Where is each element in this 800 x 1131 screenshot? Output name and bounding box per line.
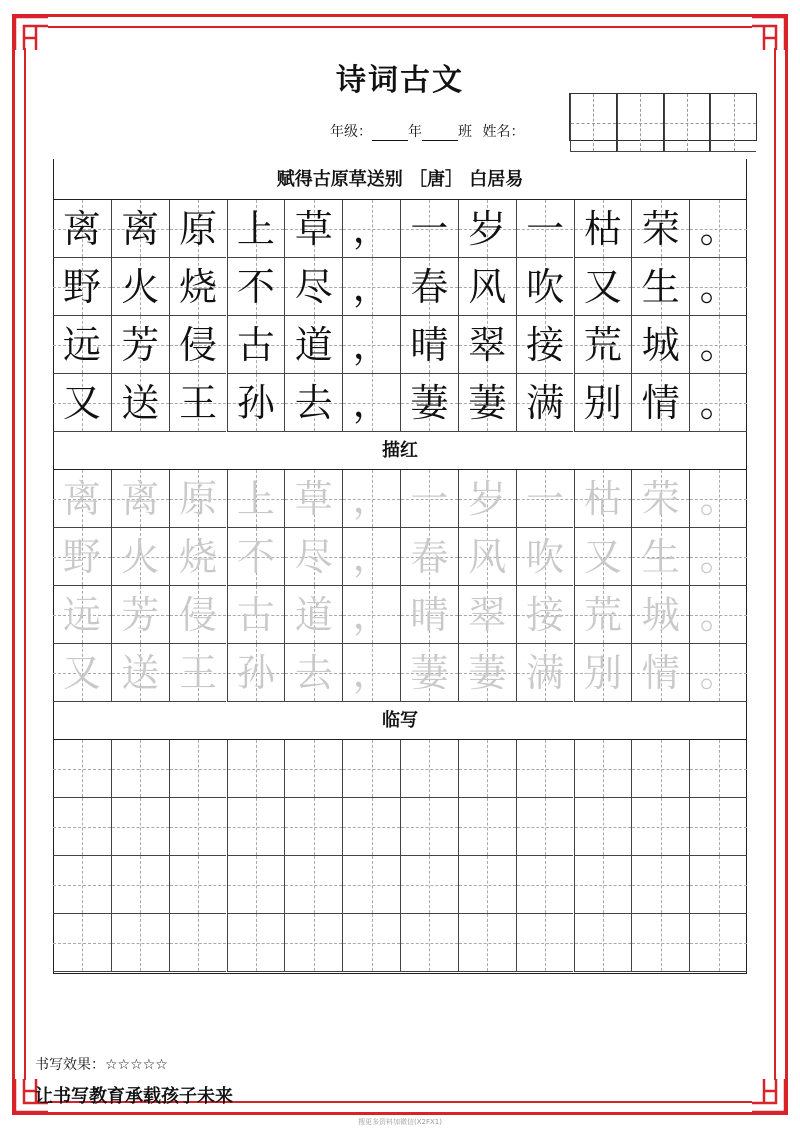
- trace-character: 翠: [468, 592, 507, 637]
- poem-character: 荣: [641, 206, 680, 251]
- copy-cell[interactable]: [169, 914, 227, 972]
- poem-cell: [227, 200, 285, 258]
- rating-label: 书写效果：: [35, 1057, 105, 1073]
- poem-character: 枯: [583, 206, 622, 251]
- copy-row: [53, 914, 747, 972]
- poem-cell: [342, 316, 400, 374]
- trace-cell: [169, 470, 227, 528]
- copy-cell[interactable]: [458, 798, 516, 856]
- poem-character: 原: [179, 206, 218, 251]
- poem-character: 岁: [468, 206, 507, 251]
- poem-cell: [169, 200, 227, 258]
- trace-character: 王: [179, 650, 218, 695]
- trace-cell: [400, 470, 458, 528]
- trace-cell: [689, 644, 747, 702]
- poem-character: 情: [641, 380, 680, 425]
- trace-cell: [516, 586, 574, 644]
- page-title: 诗词古文: [336, 63, 464, 98]
- copy-cell[interactable]: [111, 740, 169, 798]
- trace-cell: [574, 470, 632, 528]
- trace-cell: [342, 528, 400, 586]
- trace-character: 春: [410, 534, 449, 579]
- copy-cell[interactable]: [169, 740, 227, 798]
- poem-cell: [53, 200, 111, 258]
- poem-cell: [53, 374, 111, 432]
- copy-cell[interactable]: [631, 740, 689, 798]
- trace-character: 萋: [410, 650, 449, 695]
- trace-cell: [400, 528, 458, 586]
- trace-character: 一: [410, 476, 449, 521]
- poem-character: 古: [236, 322, 275, 367]
- trace-character: 情: [641, 650, 680, 695]
- poem-cell: [516, 200, 574, 258]
- poem-character: 不: [236, 264, 275, 309]
- poem-character: 晴: [410, 322, 449, 367]
- poem-character: ，: [352, 264, 391, 309]
- trace-cell: [689, 586, 747, 644]
- poem-character: 别: [583, 380, 622, 425]
- copy-cell[interactable]: [284, 856, 342, 914]
- copy-cell[interactable]: [631, 856, 689, 914]
- poem-cell: [284, 200, 342, 258]
- poem-cell: [689, 200, 747, 258]
- trace-character: 生: [641, 534, 680, 579]
- poem-character: 接: [526, 322, 565, 367]
- trace-character: 。: [699, 592, 738, 637]
- poem-character: 草: [294, 206, 333, 251]
- class-blank[interactable]: [422, 126, 458, 141]
- corner-ornament-top-right: [748, 14, 788, 54]
- trace-character: 荒: [583, 592, 622, 637]
- poem-cell: [111, 316, 169, 374]
- poem-row: [53, 374, 747, 432]
- tracing-heading: 描红: [53, 432, 747, 470]
- trace-cell: [400, 644, 458, 702]
- copy-cell[interactable]: [284, 798, 342, 856]
- poem-character: 野: [62, 264, 101, 309]
- trace-cell: [574, 644, 632, 702]
- trace-cell: [227, 528, 285, 586]
- poem-cell: [53, 258, 111, 316]
- trace-cell: [516, 470, 574, 528]
- trace-cell: [227, 644, 285, 702]
- trace-character: 吹: [526, 534, 565, 579]
- copy-cell[interactable]: [516, 740, 574, 798]
- poem-character: 萋: [468, 380, 507, 425]
- trace-character: 芳: [121, 592, 160, 637]
- poem-character: 城: [641, 322, 680, 367]
- poem-cell: [400, 374, 458, 432]
- poem-character: 。: [699, 380, 738, 425]
- poem-cell: [516, 258, 574, 316]
- trace-character: 火: [121, 534, 160, 579]
- trace-character: 一: [526, 476, 565, 521]
- copy-cell[interactable]: [342, 740, 400, 798]
- trace-row: [53, 470, 747, 528]
- poem-cell: [400, 258, 458, 316]
- trace-cell: [400, 586, 458, 644]
- trace-cell: [284, 586, 342, 644]
- trace-cell: [458, 528, 516, 586]
- poem-character: 孙: [236, 380, 275, 425]
- trace-cell: [284, 528, 342, 586]
- trace-cell: [631, 528, 689, 586]
- trace-character: 烧: [179, 534, 218, 579]
- poem-cell: [516, 374, 574, 432]
- trace-character: 别: [583, 650, 622, 695]
- poem-cell: [342, 200, 400, 258]
- trace-character: 离: [62, 476, 101, 521]
- copy-cell[interactable]: [516, 856, 574, 914]
- poem-cell: [284, 374, 342, 432]
- corner-ornament-top-left: [12, 14, 52, 54]
- poem-cell: [227, 316, 285, 374]
- trace-cell: [53, 528, 111, 586]
- trace-character: 接: [526, 592, 565, 637]
- copy-cell[interactable]: [53, 856, 111, 914]
- poem-cell: [400, 200, 458, 258]
- trace-character: 尽: [294, 534, 333, 579]
- poem-character: 生: [641, 264, 680, 309]
- poem-cell: [111, 374, 169, 432]
- trace-character: 上: [236, 476, 275, 521]
- poem-character: ，: [352, 322, 391, 367]
- trace-cell: [689, 528, 747, 586]
- poem-character: ，: [352, 206, 391, 251]
- trace-character: 古: [236, 592, 275, 637]
- trace-character: 原: [179, 476, 218, 521]
- trace-character: 风: [468, 534, 507, 579]
- trace-character: 岁: [468, 476, 507, 521]
- poem-character: 春: [410, 264, 449, 309]
- trace-character: 。: [699, 650, 738, 695]
- poem-row: [53, 258, 747, 316]
- trace-character: ，: [352, 476, 391, 521]
- trace-character: ，: [352, 650, 391, 695]
- copy-cell[interactable]: [631, 798, 689, 856]
- trace-row: [53, 528, 747, 586]
- poem-character: ，: [352, 380, 391, 425]
- trace-cell: [631, 644, 689, 702]
- copy-cell[interactable]: [458, 856, 516, 914]
- trace-cell: [516, 644, 574, 702]
- poem-cell: [631, 316, 689, 374]
- trace-cell: [458, 586, 516, 644]
- poem-character: 。: [699, 322, 738, 367]
- trace-cell: [53, 644, 111, 702]
- trace-cell: [574, 586, 632, 644]
- copy-cell[interactable]: [53, 740, 111, 798]
- trace-cell: [169, 644, 227, 702]
- copy-cell[interactable]: [458, 914, 516, 972]
- watermark: 搜更多资料加微信(X2FX1): [358, 1118, 442, 1126]
- trace-cell: [227, 586, 285, 644]
- poem-character: 又: [583, 264, 622, 309]
- trace-character: 草: [294, 476, 333, 521]
- poem-cell: [342, 374, 400, 432]
- trace-character: 荣: [641, 476, 680, 521]
- trace-cell: [169, 528, 227, 586]
- poem-cell: [458, 258, 516, 316]
- poem-cell: [516, 316, 574, 374]
- poem-character: 风: [468, 264, 507, 309]
- poem-cell: [631, 258, 689, 316]
- poem-character: 一: [526, 206, 565, 251]
- poem-cell: [342, 258, 400, 316]
- copy-row: [53, 740, 747, 798]
- trace-cell: [111, 586, 169, 644]
- poem-cell: [284, 258, 342, 316]
- trace-cell: [284, 470, 342, 528]
- slogan: 让书写教育承载孩子未来: [35, 1086, 233, 1107]
- poem-character: 烧: [179, 264, 218, 309]
- poem-character: 上: [236, 206, 275, 251]
- copy-cell[interactable]: [169, 856, 227, 914]
- rating-stars[interactable]: ☆☆☆☆☆: [105, 1057, 168, 1073]
- copy-cell[interactable]: [227, 856, 285, 914]
- trace-character: 侵: [179, 592, 218, 637]
- trace-character: ，: [352, 534, 391, 579]
- poem-row: [53, 200, 747, 258]
- copy-cell[interactable]: [689, 740, 747, 798]
- copy-cell[interactable]: [400, 798, 458, 856]
- trace-cell: [631, 470, 689, 528]
- poem-character: 离: [121, 206, 160, 251]
- poem-cell: [689, 316, 747, 374]
- copying-heading: 临写: [53, 702, 747, 740]
- poem-character: 尽: [294, 264, 333, 309]
- poem-cell: [111, 258, 169, 316]
- grade-label: 年级：: [330, 124, 372, 140]
- poem-cell: [689, 374, 747, 432]
- copy-cell[interactable]: [458, 740, 516, 798]
- trace-character: 去: [294, 650, 333, 695]
- trace-row: [53, 644, 747, 702]
- poem-cell: [458, 316, 516, 374]
- copy-cell[interactable]: [400, 740, 458, 798]
- copy-cell[interactable]: [400, 856, 458, 914]
- copy-cell[interactable]: [53, 914, 111, 972]
- copy-row: [53, 798, 747, 856]
- poem-cell: [111, 200, 169, 258]
- trace-character: 枯: [583, 476, 622, 521]
- trace-cell: [111, 528, 169, 586]
- trace-cell: [342, 586, 400, 644]
- trace-cell: [111, 470, 169, 528]
- poem-cell: [400, 316, 458, 374]
- poem-character: 去: [294, 380, 333, 425]
- trace-cell: [458, 644, 516, 702]
- trace-character: 送: [121, 650, 160, 695]
- name-box[interactable]: [569, 93, 757, 141]
- copy-cell[interactable]: [284, 740, 342, 798]
- trace-character: 不: [236, 534, 275, 579]
- trace-cell: [458, 470, 516, 528]
- trace-cell: [227, 470, 285, 528]
- year-label: 年: [408, 124, 422, 140]
- trace-character: 城: [641, 592, 680, 637]
- poem-character: 满: [526, 380, 565, 425]
- trace-character: 。: [699, 476, 738, 521]
- copy-cell[interactable]: [574, 856, 632, 914]
- trace-character: 孙: [236, 650, 275, 695]
- trace-character: 野: [62, 534, 101, 579]
- trace-cell: [53, 586, 111, 644]
- poem-cell: [458, 374, 516, 432]
- poem-cell: [169, 258, 227, 316]
- copy-cell[interactable]: [689, 914, 747, 972]
- copy-cell[interactable]: [574, 798, 632, 856]
- poem-cell: [574, 200, 632, 258]
- copy-cell[interactable]: [342, 914, 400, 972]
- copy-cell[interactable]: [284, 914, 342, 972]
- poem-character: 道: [294, 322, 333, 367]
- trace-cell: [342, 470, 400, 528]
- poem-character: 送: [121, 380, 160, 425]
- poem-character: 侵: [179, 322, 218, 367]
- trace-cell: [689, 470, 747, 528]
- trace-cell: [111, 644, 169, 702]
- trace-row: [53, 586, 747, 644]
- poem-cell: [458, 200, 516, 258]
- poem-character: 离: [62, 206, 101, 251]
- poem-cell: [631, 374, 689, 432]
- copy-cell[interactable]: [574, 740, 632, 798]
- poem-character: 王: [179, 380, 218, 425]
- poem-character: 一: [410, 206, 449, 251]
- copy-cell[interactable]: [227, 740, 285, 798]
- poem-cell: [689, 258, 747, 316]
- poem-row: [53, 316, 747, 374]
- poem-cell: [53, 316, 111, 374]
- trace-character: 离: [121, 476, 160, 521]
- copy-cell[interactable]: [111, 798, 169, 856]
- trace-cell: [342, 644, 400, 702]
- poem-character: 荒: [583, 322, 622, 367]
- trace-cell: [574, 528, 632, 586]
- trace-character: 远: [62, 592, 101, 637]
- poem-character: 吹: [526, 264, 565, 309]
- copy-cell[interactable]: [111, 914, 169, 972]
- copy-cell[interactable]: [169, 798, 227, 856]
- poem-character: 芳: [121, 322, 160, 367]
- trace-cell: [516, 528, 574, 586]
- poem-cell: [574, 316, 632, 374]
- trace-cell: [284, 644, 342, 702]
- poem-heading: 赋得古原草送别 ［唐］ 白居易: [53, 159, 747, 200]
- copy-cell[interactable]: [342, 856, 400, 914]
- poem-cell: [169, 316, 227, 374]
- copy-cell[interactable]: [400, 914, 458, 972]
- copy-cell[interactable]: [111, 856, 169, 914]
- trace-character: 又: [583, 534, 622, 579]
- trace-cell: [631, 586, 689, 644]
- student-info: [330, 121, 524, 141]
- copy-cell[interactable]: [689, 798, 747, 856]
- grade-blank[interactable]: [372, 126, 408, 141]
- poem-cell: [574, 258, 632, 316]
- trace-character: 又: [62, 650, 101, 695]
- poem-cell: [169, 374, 227, 432]
- name-label: 姓名：: [482, 124, 525, 140]
- class-label: 班: [458, 124, 472, 140]
- trace-cell: [169, 586, 227, 644]
- copy-cell[interactable]: [342, 798, 400, 856]
- poem-cell: [227, 258, 285, 316]
- poem-character: 。: [699, 264, 738, 309]
- corner-ornament-bottom-right: [748, 1075, 788, 1115]
- copy-row: [53, 856, 747, 914]
- poem-cell: [227, 374, 285, 432]
- copy-cell[interactable]: [516, 914, 574, 972]
- poem-cell: [284, 316, 342, 374]
- rating: [35, 1054, 168, 1074]
- trace-character: 萋: [468, 650, 507, 695]
- poem-character: 又: [62, 380, 101, 425]
- poem-cell: [574, 374, 632, 432]
- copy-cell[interactable]: [53, 798, 111, 856]
- trace-character: 道: [294, 592, 333, 637]
- copy-cell[interactable]: [227, 798, 285, 856]
- trace-character: 满: [526, 650, 565, 695]
- copy-cell[interactable]: [689, 856, 747, 914]
- trace-cell: [53, 470, 111, 528]
- trace-character: ，: [352, 592, 391, 637]
- trace-character: 晴: [410, 592, 449, 637]
- poem-character: 火: [121, 264, 160, 309]
- trace-character: 。: [699, 534, 738, 579]
- poem-character: 萋: [410, 380, 449, 425]
- copy-cell[interactable]: [631, 914, 689, 972]
- copy-cell[interactable]: [227, 914, 285, 972]
- poem-character: 翠: [468, 322, 507, 367]
- poem-character: 远: [62, 322, 101, 367]
- poem-character: 。: [699, 206, 738, 251]
- poem-cell: [631, 200, 689, 258]
- copy-cell[interactable]: [574, 914, 632, 972]
- copy-cell[interactable]: [516, 798, 574, 856]
